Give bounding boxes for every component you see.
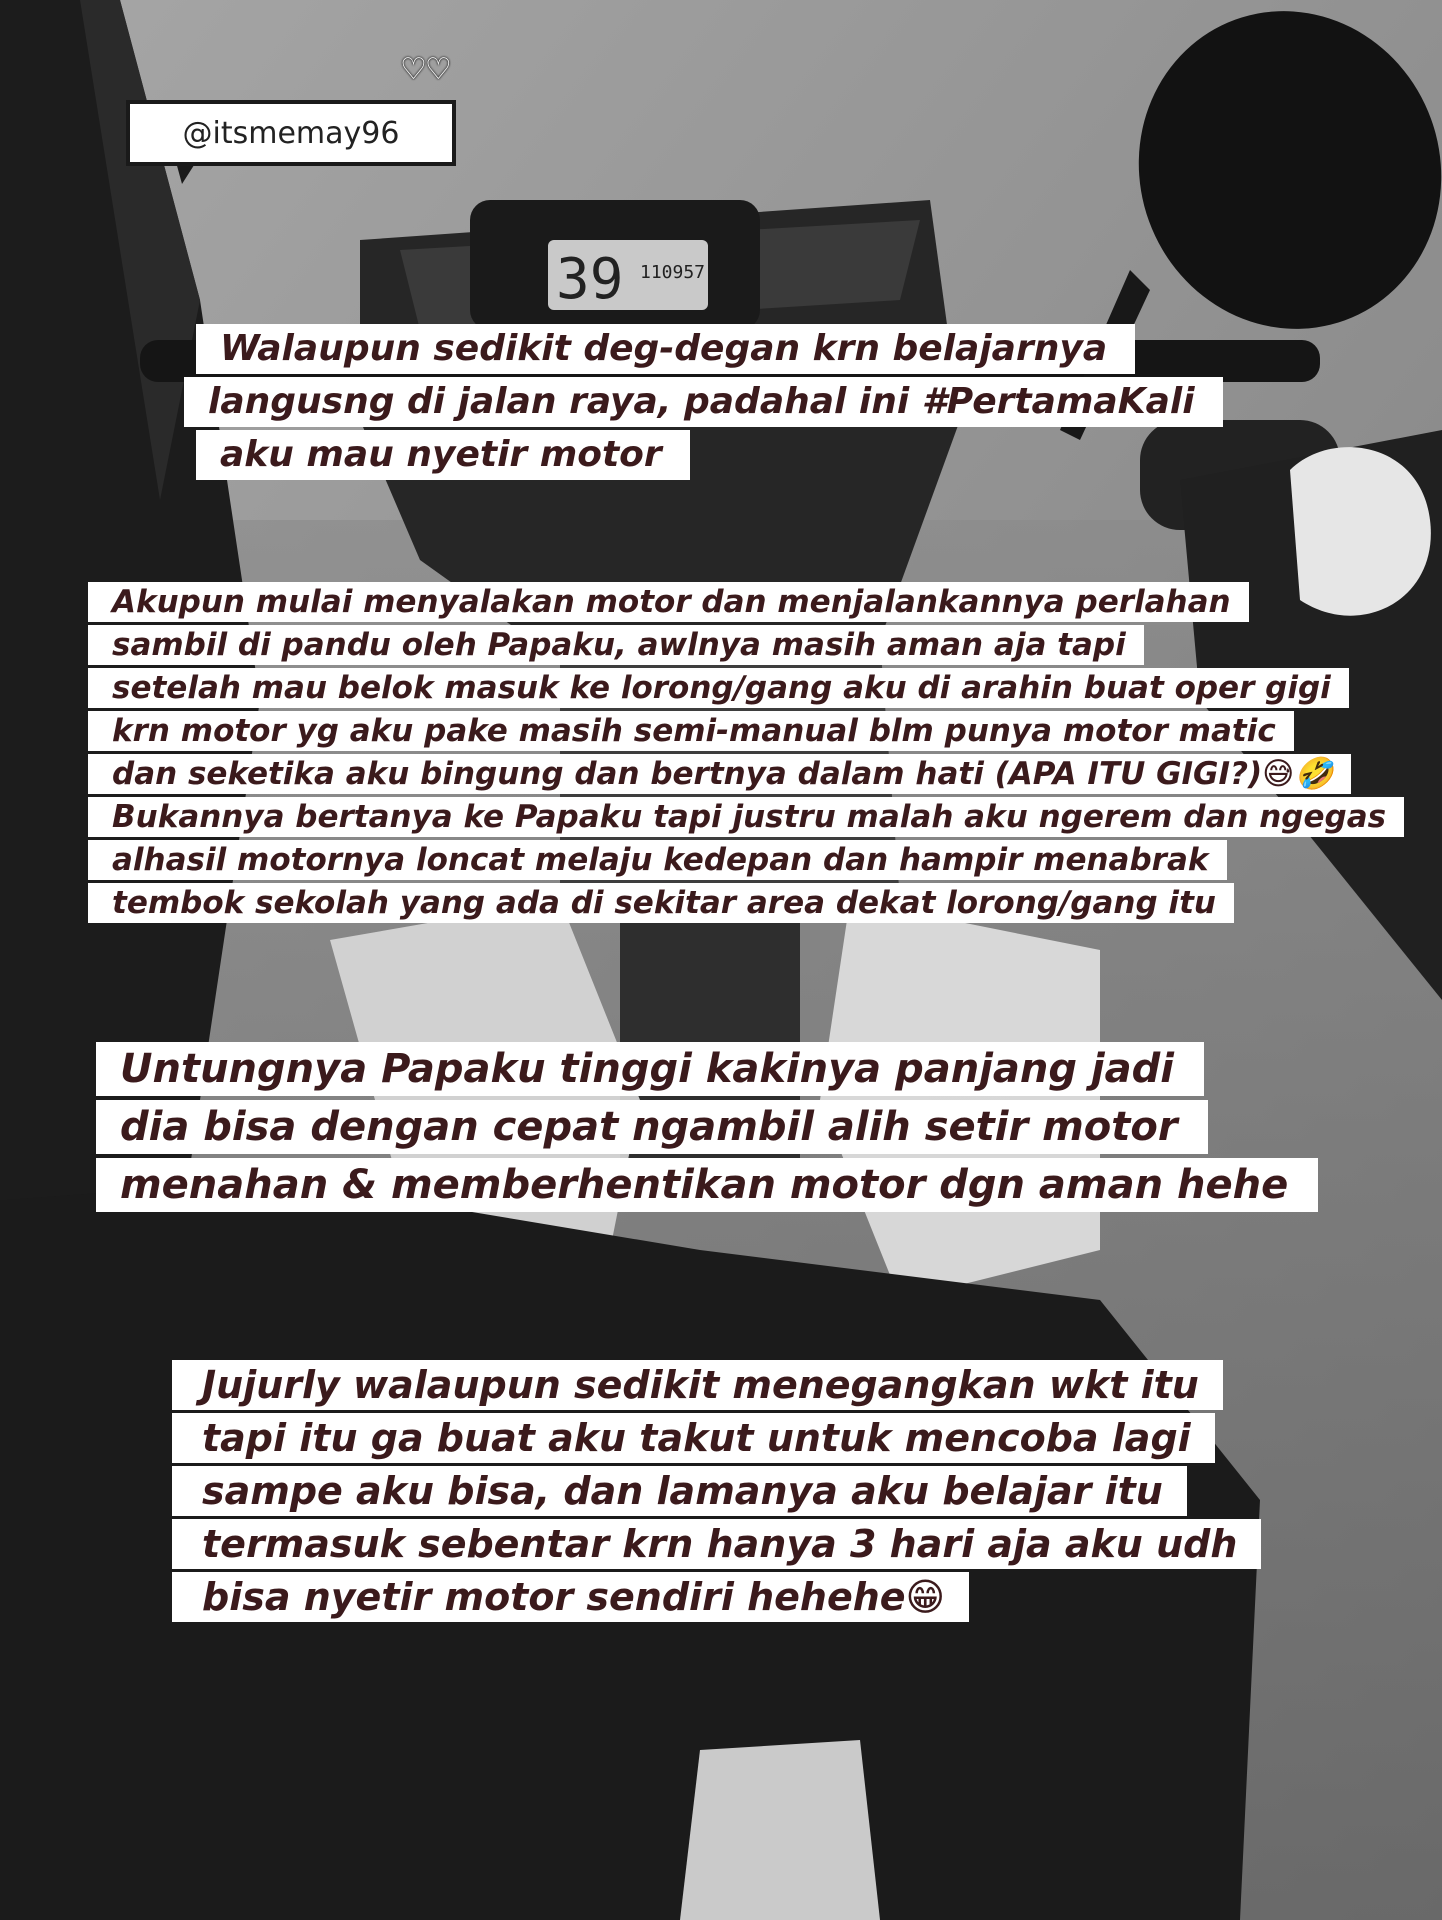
caption-line: langusng di jalan raya, padahal ini #PertamaKali [184, 377, 1223, 427]
hearts-icon: ♡♡ [400, 52, 450, 87]
caption-line: Untungnya Papaku tinggi kakinya panjang jadi [96, 1042, 1204, 1096]
caption-block-4 [172, 1360, 1261, 1625]
caption-block-1 [196, 324, 1223, 483]
caption-line: dia bisa dengan cepat ngambil alih setir motor [96, 1100, 1208, 1154]
caption-line: Akupun mulai menyalakan motor dan menjalankannya perlahan [88, 582, 1249, 622]
speech-tail [176, 162, 196, 184]
caption-line: krn motor yg aku pake masih semi-manual blm punya motor matic [88, 711, 1294, 751]
caption-line: setelah mau belok masuk ke lorong/gang aku di arahin buat oper gigi [88, 668, 1349, 708]
caption-line: sampe aku bisa, dan lamanya aku belajar itu [172, 1466, 1187, 1516]
caption-line: tembok sekolah yang ada di sekitar area dekat lorong/gang itu [88, 883, 1234, 923]
username-text: @itsmemay96 [182, 115, 400, 151]
caption-line: bisa nyetir motor sendiri hehehe😁 [172, 1572, 969, 1622]
odometer-reading: 110957 [640, 262, 706, 283]
speedometer-reading: 39 [556, 247, 624, 312]
caption-line: alhasil motornya loncat melaju kedepan dan hampir menabrak [88, 840, 1227, 880]
caption-line: dan seketika aku bingung dan bertnya dalam hati (APA ITU GIGI?)😅🤣 [88, 754, 1351, 794]
caption-line: termasuk sebentar krn hanya 3 hari aja aku udh [172, 1519, 1261, 1569]
caption-line: Jujurly walaupun sedikit menegangkan wkt itu [172, 1360, 1223, 1410]
username-tag [126, 100, 456, 166]
caption-line: tapi itu ga buat aku takut untuk mencoba lagi [172, 1413, 1215, 1463]
caption-line: sambil di pandu oleh Papaku, awlnya masih aman aja tapi [88, 625, 1144, 665]
caption-block-2 [88, 582, 1404, 926]
caption-line: menahan & memberhentikan motor dgn aman hehe [96, 1158, 1318, 1212]
caption-line: Walaupun sedikit deg-degan krn belajarnya [196, 324, 1135, 374]
caption-line: aku mau nyetir motor [196, 430, 690, 480]
caption-line: Bukannya bertanya ke Papaku tapi justru malah aku ngerem dan ngegas [88, 797, 1404, 837]
caption-block-3 [96, 1042, 1318, 1216]
